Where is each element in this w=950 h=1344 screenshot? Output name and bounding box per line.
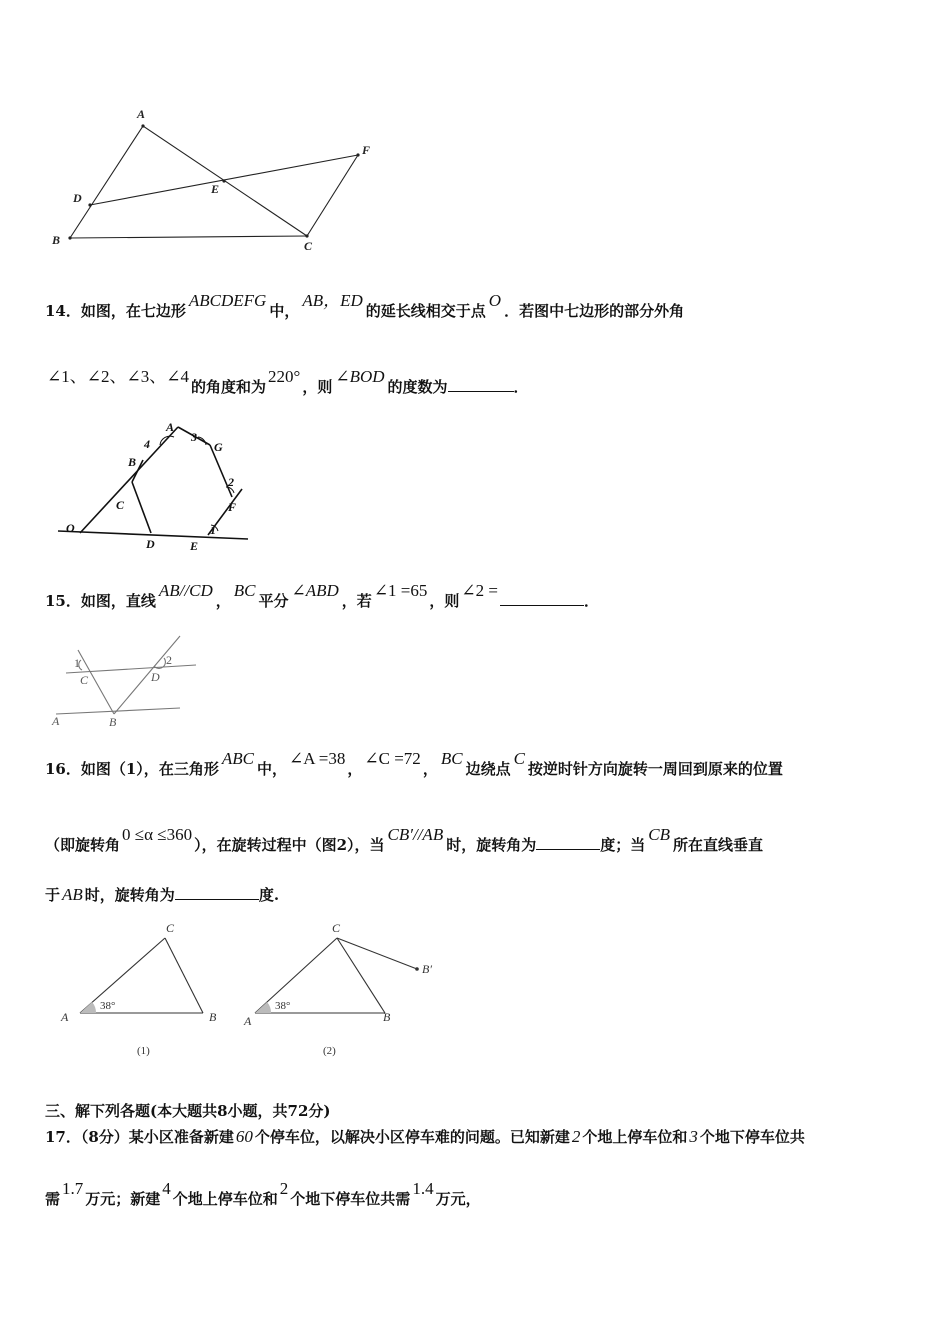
label-C: C [80, 673, 89, 687]
math: AB//CD [158, 581, 213, 600]
angle-label: 38° [100, 1000, 116, 1012]
text: 个地上停车位和 [582, 1128, 688, 1146]
text: ，则 [429, 592, 460, 610]
label-2: 2 [166, 653, 172, 667]
label-F: F [362, 143, 371, 157]
question-17-line-2 [45, 1179, 910, 1209]
label-2: 2 [228, 475, 234, 489]
label-D: D [151, 670, 160, 684]
math: CB [648, 825, 670, 844]
math: 1.7 [62, 1179, 84, 1198]
question-number: 16． [45, 760, 81, 778]
math: ∠BOD [335, 367, 385, 386]
label-A: A [61, 1010, 69, 1024]
math: ABC [221, 749, 254, 768]
label-O: O [66, 521, 75, 535]
text: （8分）某小区准备新建 [80, 1128, 234, 1146]
label-B: B [128, 455, 137, 469]
label-A: A [137, 107, 146, 121]
text: ， [422, 760, 438, 778]
text: 中， [256, 760, 287, 778]
math: 60 [235, 1127, 253, 1146]
text: （即旋转角 [45, 836, 121, 854]
question-17-line-1 [45, 1126, 910, 1147]
math: ∠2 = [461, 581, 499, 600]
text: ， [215, 592, 231, 610]
text: 如图，直线 [80, 592, 156, 610]
text: 于 [45, 886, 61, 904]
label-B-prime: B′ [422, 962, 432, 976]
math: BC [440, 749, 463, 768]
math: AB [62, 885, 83, 904]
text: ，则 [302, 378, 333, 396]
answer-blank[interactable] [500, 591, 584, 606]
math: BC [233, 581, 256, 600]
label-1: 1 [210, 523, 216, 537]
text: ． [513, 378, 529, 396]
label-D: D [146, 537, 155, 551]
label-A: A [166, 420, 175, 434]
label-4: 4 [144, 437, 150, 451]
math: O [488, 291, 502, 310]
math: ∠ABD [291, 581, 339, 600]
math: AB，ED [302, 291, 363, 310]
label-B: B [383, 1010, 391, 1024]
text: 个停车位，以解决小区停车难的问题。已知新建 [254, 1128, 570, 1146]
question-16-line-2 [45, 825, 910, 855]
label-B: B [109, 715, 117, 729]
math: 220° [268, 367, 301, 386]
question-14-line-2 [45, 367, 910, 397]
question-14-line-1 [45, 291, 910, 321]
math: ABCDEFG [188, 291, 267, 310]
text: ．若图中七边形的部分外角 [504, 302, 685, 320]
text: 中， [269, 302, 300, 320]
figure-caption: (1) [137, 1045, 150, 1057]
question-number: 17． [45, 1128, 81, 1146]
text: 如图（1），在三角形 [80, 760, 219, 778]
text: 需 [45, 1190, 61, 1208]
label-C: C [332, 921, 341, 935]
label-C: C [166, 921, 175, 935]
text: 时，旋转角为 [84, 886, 175, 904]
math: ∠1、∠2、∠3、∠4 [47, 367, 189, 386]
question-15-line [45, 581, 910, 611]
text: 度. [258, 886, 280, 904]
figure-heptagon [48, 415, 258, 555]
figure-triangle-parallelogram [40, 100, 400, 260]
section-heading: 三、解下列各题(本大题共8小题，共72分) [45, 1102, 331, 1120]
math: ∠C =72 [364, 749, 421, 768]
math: 2 [279, 1179, 289, 1198]
text: 边绕点 [465, 760, 511, 778]
label-E: E [190, 539, 199, 553]
math: 3 [689, 1127, 698, 1146]
math: C [513, 749, 525, 768]
text: ． [584, 592, 600, 610]
math: CB′//AB [387, 825, 444, 844]
label-B: B [52, 233, 61, 247]
label-G: G [214, 440, 223, 454]
text: 时，旋转角为 [446, 836, 537, 854]
question-16-line-3 [45, 884, 910, 905]
label-E: E [211, 182, 220, 196]
text: ，若 [341, 592, 372, 610]
label-A: A [52, 714, 60, 728]
text: 的延长线相交于点 [365, 302, 486, 320]
figure-caption: (2) [323, 1045, 336, 1057]
text: 所在直线垂直 [672, 836, 763, 854]
text: 按逆时针方向旋转一周回到原来的位置 [527, 760, 783, 778]
figure-parallel-lines [50, 632, 200, 732]
text: 的度数为 [387, 378, 448, 396]
label-D: D [73, 191, 82, 205]
math: ∠1 =65 [373, 581, 428, 600]
label-3: 3 [191, 430, 197, 444]
text: 万元；新建 [85, 1190, 161, 1208]
text: 如图，在七边形 [80, 302, 186, 320]
text: 个地上停车位和 [172, 1190, 278, 1208]
question-number: 15． [45, 592, 81, 610]
answer-blank[interactable] [175, 885, 259, 900]
label-1: 1 [74, 656, 80, 670]
text: 万元， [435, 1190, 481, 1208]
label-C: C [304, 239, 313, 253]
math: 1.4 [412, 1179, 434, 1198]
math: 0 ≤α ≤360 [122, 825, 193, 844]
text: 的角度和为 [190, 378, 266, 396]
label-C: C [116, 498, 125, 512]
label-B: B [209, 1010, 217, 1024]
math: 4 [162, 1179, 171, 1198]
question-number: 14． [45, 302, 81, 320]
label-A: A [244, 1014, 252, 1028]
text: 平分 [258, 592, 289, 610]
figure-rotation-triangles [55, 915, 455, 1065]
text: 个地下停车位共 [699, 1128, 805, 1146]
question-16-line-1 [45, 749, 910, 779]
math: ∠A =38 [288, 749, 346, 768]
math: 2 [571, 1127, 581, 1146]
answer-blank[interactable] [448, 377, 514, 392]
text: 个地下停车位共需 [290, 1190, 411, 1208]
text: ），在旋转过程中（图2），当 [194, 836, 385, 854]
text: 度；当 [600, 836, 646, 854]
answer-blank[interactable] [536, 835, 600, 850]
text: ， [347, 760, 363, 778]
angle-label: 38° [275, 1000, 291, 1012]
label-F: F [228, 500, 237, 514]
